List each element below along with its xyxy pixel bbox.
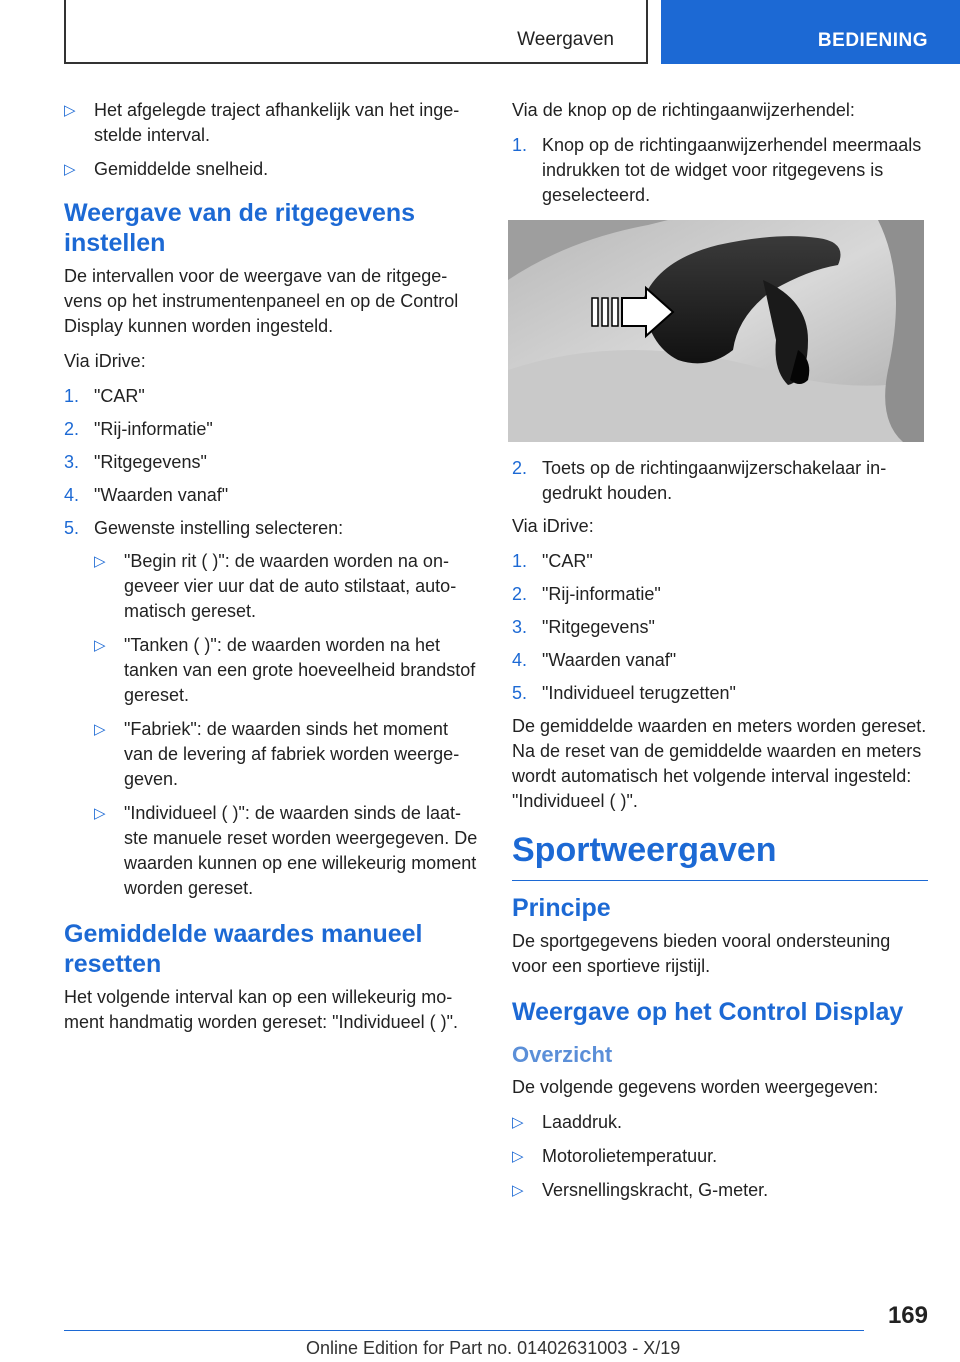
step-number: 5. [512, 683, 528, 703]
step-item [512, 133, 928, 208]
list-item [64, 157, 478, 182]
step-text: "CAR" [94, 386, 145, 406]
list-item [512, 1178, 928, 1203]
step-text: "Rij-informatie" [542, 584, 661, 604]
list-item [94, 549, 478, 624]
right-column [512, 98, 928, 1212]
heading-principe: Principe [512, 894, 611, 922]
overzicht-paragraph: De volgende gegevens worden weergegeven: [512, 1077, 879, 1097]
step-number: 4. [512, 650, 528, 670]
step-text: "Individueel terugzetten" [542, 683, 736, 703]
triangle-bullet-icon: ▷ [94, 721, 106, 738]
step-item [64, 450, 478, 475]
step-text: Knop op de richtingaanwijzerhendel meermaals indrukken tot de widget voor ritgegevens is geselecteerd. [542, 135, 922, 205]
step-number: 3. [512, 617, 528, 637]
list-item-text: Het afgelegde traject afhankelijk van het ingestelde interval. [94, 100, 460, 145]
triangle-bullet-icon: ▷ [64, 102, 76, 119]
step-item [512, 648, 928, 673]
step-text: "CAR" [542, 551, 593, 571]
triangle-bullet-icon: ▷ [94, 553, 106, 570]
step-item [512, 615, 928, 640]
step-number: 4. [64, 485, 80, 505]
heading-overzicht: Overzicht [512, 1042, 613, 1067]
step-text: "Waarden vanaf" [542, 650, 677, 670]
triangle-bullet-icon: ▷ [512, 1148, 524, 1165]
step-number: 1. [512, 551, 528, 571]
header-chapter-tab [661, 0, 960, 64]
list-item-text: Versnellingskracht, G-meter. [542, 1180, 769, 1200]
list-item-text: Laaddruk. [542, 1112, 623, 1132]
triangle-bullet-icon: ▷ [94, 637, 106, 654]
step-number: 2. [512, 458, 528, 478]
footer-edition: Online Edition for Part no. 01402631003 - X/19 [306, 1338, 681, 1358]
left-column [64, 98, 478, 1045]
step-item [512, 549, 928, 574]
list-item-text: "Fabriek": de waarden sinds het moment van de levering af fabriek worden weergegeven. [124, 719, 460, 789]
step-text: "Ritgegevens" [94, 452, 207, 472]
sub-list [94, 549, 478, 901]
via-idrive-label: Via iDrive: [512, 516, 594, 536]
step-number: 2. [64, 419, 80, 439]
heading-manueel-resetten: Gemiddelde waardes manueel resetten [64, 920, 423, 978]
reset-result-paragraph: De gemiddelde waarden en meters worden gereset. Na de reset van de gemiddelde waarden en meters wordt automatisch het volgende interval ingesteld: "Individueel ( )". [512, 716, 927, 811]
list-item-text: Gemiddelde snelheid. [94, 159, 269, 179]
heading-sportweergaven: Sportweergaven [512, 828, 928, 881]
step-item [512, 456, 928, 506]
list-item [64, 98, 478, 148]
triangle-bullet-icon: ▷ [512, 1182, 524, 1199]
page-number: 169 [887, 1302, 928, 1329]
list-item [512, 1110, 928, 1135]
list-item [512, 1144, 928, 1169]
heading-ritgegevens: Weergave van de ritgegevens instellen [64, 199, 416, 257]
step-number: 5. [64, 518, 80, 538]
step-number: 1. [64, 386, 80, 406]
list-item [94, 633, 478, 708]
step-text: Toets op de richtingaanwijzerschakelaar ingedrukt houden. [542, 458, 887, 503]
list-item [94, 801, 478, 901]
list-item-text: "Tanken ( )": de waarden worden na het tanken van een grote hoeveelheid brandstof gereset. [124, 635, 476, 705]
step-text: "Ritgegevens" [542, 617, 655, 637]
triangle-bullet-icon: ▷ [94, 805, 106, 822]
step-number: 3. [64, 452, 80, 472]
step-text: "Waarden vanaf" [94, 485, 229, 505]
header-section-title: Weergaven [517, 29, 614, 50]
step-text: "Rij-informatie" [94, 419, 213, 439]
list-item-text: Motorolietemperatuur. [542, 1146, 718, 1166]
list-item-text: "Individueel ( )": de waarden sinds de laatste manuele reset worden weergegeven. De waarden kunnen op ene willekeurig moment worden gereset. [124, 803, 478, 898]
step-number: 2. [512, 584, 528, 604]
footer-divider [64, 1330, 864, 1331]
principe-paragraph: De sportgegevens bieden vooral ondersteuning voor een sportieve rijstijl. [512, 931, 891, 976]
step-item [64, 384, 478, 409]
step-item [64, 516, 478, 541]
header-chapter-title: BEDIENING [817, 30, 928, 51]
reset-paragraph: Het volgende interval kan op een willekeurig moment handmatig worden gereset: "Individueel ( )". [64, 987, 458, 1032]
list-item-text: "Begin rit ( )": de waarden worden na ongeveer vier uur dat de auto stilstaat, automatisch gereset. [124, 551, 457, 621]
intro-paragraph: De intervallen voor de weergave van de ritgegevens op het instrumentenpaneel en op de Control Display kunnen worden ingesteld. [64, 266, 459, 336]
knop-intro: Via de knop op de richtingaanwijzerhendel: [512, 100, 855, 120]
triangle-bullet-icon: ▷ [512, 1114, 524, 1131]
list-item [94, 717, 478, 792]
step-item [512, 681, 928, 706]
triangle-bullet-icon: ▷ [64, 161, 76, 178]
step-item [512, 582, 928, 607]
step-text: Gewenste instelling selecteren: [94, 518, 344, 538]
heading-control-display: Weergave op het Control Display [512, 998, 904, 1026]
step-item [64, 483, 478, 508]
turn-signal-lever-illustration [508, 220, 924, 442]
via-idrive-label: Via iDrive: [64, 351, 146, 371]
step-number: 1. [512, 135, 528, 155]
header-frame [64, 0, 648, 64]
step-item [64, 417, 478, 442]
